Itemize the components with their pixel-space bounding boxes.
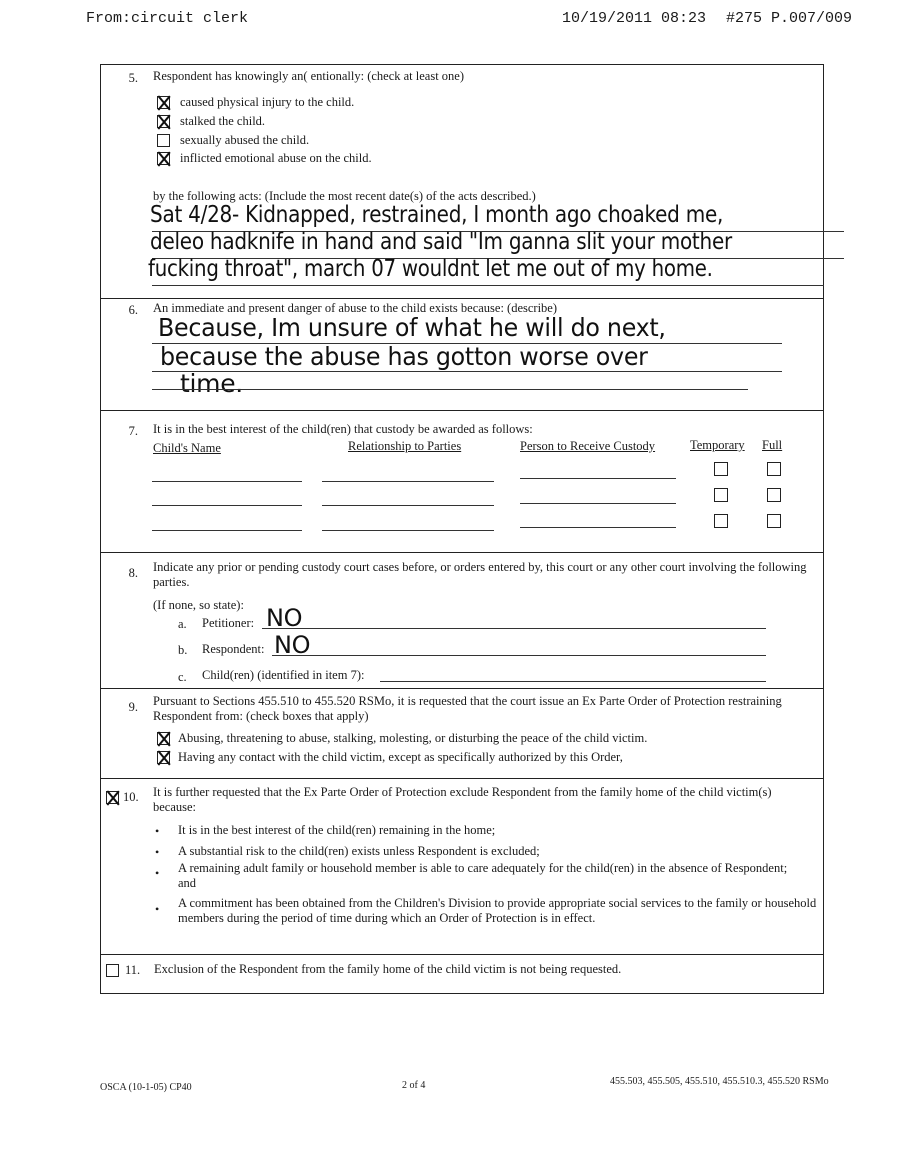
bullet-icon: •: [155, 845, 160, 859]
divider-7-8: [100, 552, 824, 553]
item-number: 9.: [128, 700, 138, 714]
check-label: Having any contact with the child victim, except as specifically authorized by this Order,: [178, 750, 623, 764]
exclusion-reason: It is in the best interest of the child(ren) remaining in the home;: [178, 823, 496, 837]
writing-line: [152, 285, 824, 286]
petitioner-answer: NO: [266, 604, 303, 632]
danger-handwriting-line: Because, Im unsure of what he will do next,: [158, 313, 666, 342]
custody-prompt: It is in the best interest of the child(ren) that custody be awarded as follows:: [153, 422, 533, 436]
exclusion-reason: A remaining adult family or household member is able to care adequately for the child(ren) in the absence of Respondent; and: [178, 861, 788, 890]
petitioner-field[interactable]: [262, 628, 766, 629]
children-field[interactable]: [380, 681, 766, 682]
respondent-answer: NO: [274, 631, 311, 659]
check-label: inflicted emotional abuse on the child.: [180, 151, 372, 165]
writing-line: [152, 389, 748, 390]
section-5-prompt: Respondent has knowingly an( entionally: (check at least one): [153, 69, 465, 83]
item-number: 6.: [128, 303, 138, 317]
relationship-field[interactable]: [322, 530, 494, 531]
emotional-abuse-checkbox[interactable]: [157, 152, 170, 165]
petitioner-label: Petitioner:: [202, 616, 255, 630]
row-letter: c.: [178, 670, 187, 684]
item-number: 11.: [125, 963, 141, 977]
sexual-abuse-checkbox[interactable]: [157, 134, 170, 147]
danger-prompt: An immediate and present danger of abuse to the child exists because: (describe): [153, 301, 558, 315]
child-name-field[interactable]: [152, 530, 302, 531]
divider-10-11: [100, 954, 824, 955]
full-checkbox[interactable]: [767, 462, 781, 476]
acts-handwriting-line: fucking throat", march 07 wouldnt let me out of my home.: [148, 256, 713, 282]
row-letter: a.: [178, 617, 187, 631]
page-indicator: 2 of 4: [402, 1080, 426, 1091]
temporary-checkbox[interactable]: [714, 462, 728, 476]
check-label: Abusing, threatening to abuse, stalking, molesting, or disturbing the peace of the child victim.: [178, 731, 648, 745]
danger-handwriting-line: time.: [180, 369, 243, 398]
relationship-field[interactable]: [322, 505, 494, 506]
divider-8-9: [100, 688, 824, 689]
full-checkbox[interactable]: [767, 488, 781, 502]
custodian-field[interactable]: [520, 503, 676, 504]
relationship-field[interactable]: [322, 481, 494, 482]
bullet-icon: •: [155, 824, 160, 838]
item-number: 8.: [128, 566, 138, 580]
acts-prompt: by the following acts: (Include the most recent date(s) of the acts described.): [153, 189, 536, 203]
acts-handwriting-line: Sat 4/28- Kidnapped, restrained, I month ago choaked me,: [150, 202, 724, 228]
restraint-prompt: Pursuant to Sections 455.510 to 455.520 RSMo, it is requested that the court issue an Ex Parte Order of Protection restraining Respondent from: (check boxes that apply): [153, 694, 782, 723]
no-exclusion-label: Exclusion of the Respondent from the family home of the child victim is not being requested.: [154, 962, 622, 976]
statute-references: 455.503, 455.505, 455.510, 455.510.3, 455.520 RSMo: [610, 1076, 829, 1087]
child-name-field[interactable]: [152, 481, 302, 482]
temporary-header: Temporary: [690, 438, 745, 452]
exclusion-request-checkbox[interactable]: [106, 791, 119, 804]
divider-5-6: [100, 298, 824, 299]
physical-injury-checkbox[interactable]: [157, 96, 170, 109]
row-letter: b.: [178, 643, 188, 657]
children-label: Child(ren) (identified in item 7):: [202, 668, 365, 682]
writing-line: [152, 371, 782, 372]
check-label: stalked the child.: [180, 114, 266, 128]
custodian-field[interactable]: [520, 478, 676, 479]
item-number: 7.: [128, 424, 138, 438]
temporary-checkbox[interactable]: [714, 514, 728, 528]
stalked-checkbox[interactable]: [157, 115, 170, 128]
relationship-header: Relationship to Parties: [348, 439, 462, 453]
fax-page-number: #275 P.007/009: [726, 10, 853, 27]
abuse-restraint-checkbox[interactable]: [157, 732, 170, 745]
divider-6-7: [100, 410, 824, 411]
bullet-icon: •: [155, 902, 160, 916]
child-name-header: Child's Name: [153, 441, 221, 455]
fax-sender: From:circuit clerk: [86, 10, 249, 27]
full-header: Full: [762, 438, 783, 452]
exclusion-prompt: It is further requested that the Ex Parte Order of Protection exclude Respondent from the family home of the child victim(s) because:: [153, 785, 772, 814]
divider-9-10: [100, 778, 824, 779]
none-note: (If none, so state):: [153, 598, 244, 612]
no-exclusion-checkbox[interactable]: [106, 964, 119, 977]
danger-handwriting-line: because the abuse has gotton worse over: [160, 342, 648, 371]
custodian-header: Person to Receive Custody: [520, 439, 656, 453]
check-label: caused physical injury to the child.: [180, 95, 355, 109]
fax-datetime: 10/19/2011 08:23: [562, 10, 707, 27]
full-checkbox[interactable]: [767, 514, 781, 528]
bullet-icon: •: [155, 866, 160, 880]
form-id: OSCA (10-1-05) CP40: [100, 1082, 192, 1093]
prior-cases-prompt: Indicate any prior or pending custody court cases before, or orders entered by, this court or any other court involving the following parties.: [153, 560, 807, 589]
child-name-field[interactable]: [152, 505, 302, 506]
custodian-field[interactable]: [520, 527, 676, 528]
respondent-field[interactable]: [272, 655, 766, 656]
check-label: sexually abused the child.: [180, 133, 310, 147]
exclusion-reason: A substantial risk to the child(ren) exists unless Respondent is excluded;: [178, 844, 540, 858]
acts-handwriting-line: deleo hadknife in hand and said "Im ganna slit your mother: [150, 229, 732, 255]
temporary-checkbox[interactable]: [714, 488, 728, 502]
item-number: 10.: [123, 790, 139, 804]
respondent-label: Respondent:: [202, 642, 265, 656]
exclusion-reason: A commitment has been obtained from the Children's Division to provide appropriate social services to the family or household members during the period of time during which an Order of Protection is in effect.: [178, 896, 817, 925]
contact-restraint-checkbox[interactable]: [157, 751, 170, 764]
item-number: 5.: [128, 71, 138, 85]
